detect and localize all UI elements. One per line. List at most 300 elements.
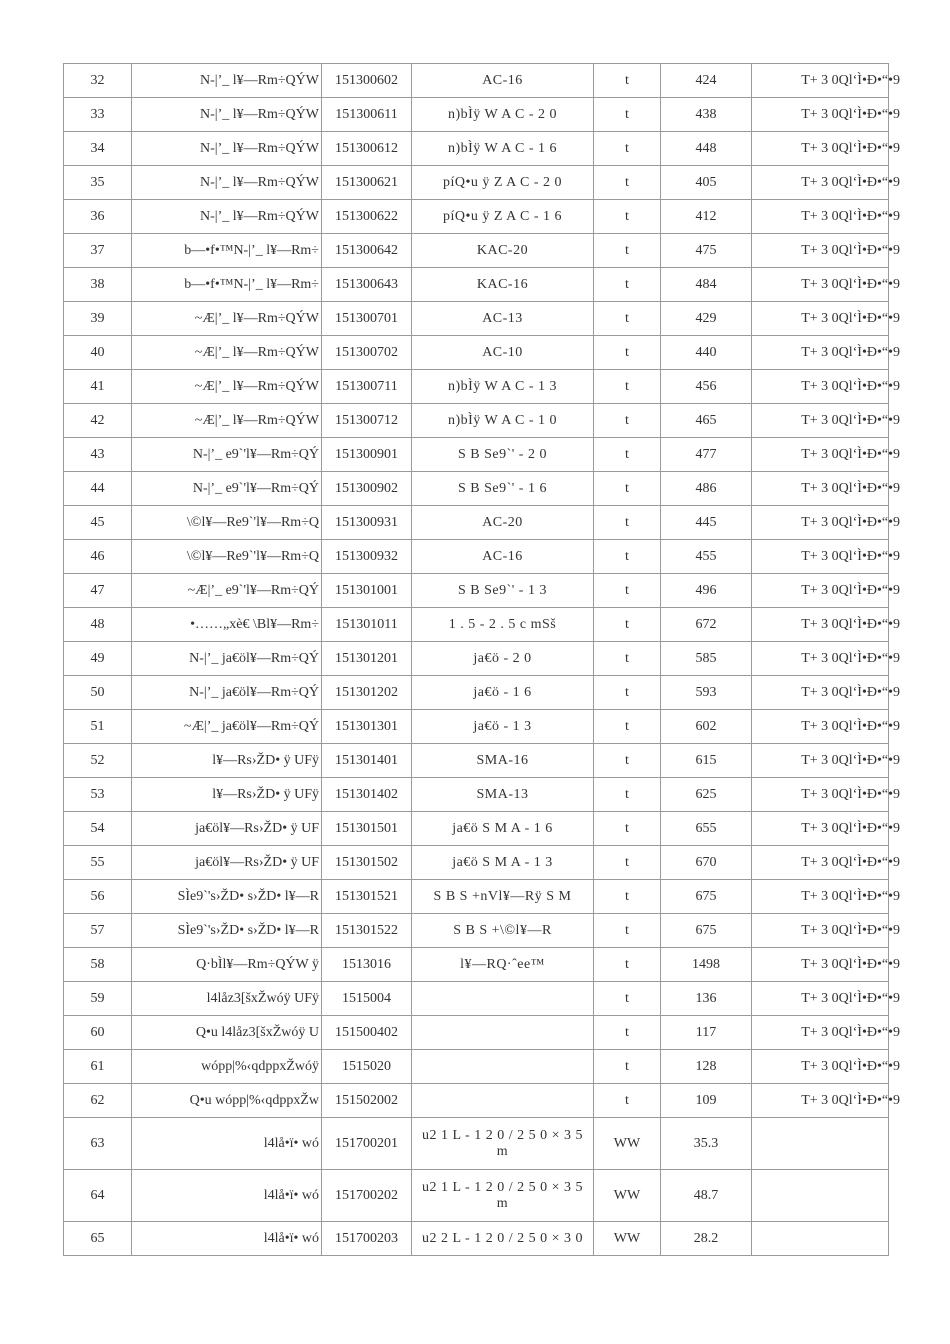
spec-cell: S B Se9`' - 2 0 [412, 438, 594, 472]
unit-cell: t [594, 268, 661, 302]
row-number-cell: 32 [64, 64, 132, 98]
price-cell: 429 [661, 302, 752, 336]
note-text: T+ 3 0Ql‘Ì•Ð•“•9 [801, 922, 900, 938]
row-number-cell: 64 [64, 1170, 132, 1222]
spec-cell: n)bÌÿ W A C - 1 0 [412, 404, 594, 438]
unit-cell: t [594, 404, 661, 438]
item-name-cell: l4låz3[šxŽwóÿ UFÿ [132, 982, 322, 1016]
spec-cell [412, 982, 594, 1016]
note-cell [752, 506, 900, 540]
row-number-cell: 40 [64, 336, 132, 370]
unit-cell: t [594, 64, 661, 98]
price-cell: 484 [661, 268, 752, 302]
table-row [64, 846, 889, 880]
note-text: T+ 3 0Ql‘Ì•Ð•“•9 [801, 820, 900, 836]
unit-cell: t [594, 744, 661, 778]
item-code-cell: 151500402 [322, 1016, 412, 1050]
note-text: T+ 3 0Ql‘Ì•Ð•“•9 [801, 548, 900, 564]
row-number-cell: 54 [64, 812, 132, 846]
table-row [64, 642, 889, 676]
item-code-cell: 151301201 [322, 642, 412, 676]
note-cell [752, 744, 900, 778]
spec-cell [412, 1050, 594, 1084]
item-code-cell: 151300901 [322, 438, 412, 472]
price-cell: 424 [661, 64, 752, 98]
item-name-cell: b—•f•™N-|’_ l¥—Rm÷ [132, 234, 322, 268]
row-number-cell: 63 [64, 1118, 132, 1170]
item-code-cell: 1513016 [322, 948, 412, 982]
note-text: T+ 3 0Ql‘Ì•Ð•“•9 [801, 752, 900, 768]
table-row [64, 948, 889, 982]
spec-cell [412, 1084, 594, 1118]
unit-cell: t [594, 370, 661, 404]
note-cell [752, 234, 900, 268]
unit-cell: t [594, 676, 661, 710]
item-code-cell: 151301522 [322, 914, 412, 948]
item-name-cell: \©l¥—Re9`'l¥—Rm÷Q [132, 506, 322, 540]
row-number-cell: 49 [64, 642, 132, 676]
table-row [64, 404, 889, 438]
item-name-cell: ~Æ|’_ l¥—Rm÷QÝW [132, 404, 322, 438]
item-name-cell: N-|’_ e9`'l¥—Rm÷QÝ [132, 472, 322, 506]
row-number-cell: 55 [64, 846, 132, 880]
table-row [64, 574, 889, 608]
item-name-cell: l¥—Rs›ŽD• ÿ UFÿ [132, 778, 322, 812]
row-number-cell: 35 [64, 166, 132, 200]
price-cell: 465 [661, 404, 752, 438]
item-code-cell: 151300701 [322, 302, 412, 336]
spec-cell: SMA-16 [412, 744, 594, 778]
note-cell [752, 846, 900, 880]
note-text: T+ 3 0Ql‘Ì•Ð•“•9 [801, 1058, 900, 1074]
item-code-cell: 151301202 [322, 676, 412, 710]
spec-cell: AC-16 [412, 64, 594, 98]
note-text: T+ 3 0Ql‘Ì•Ð•“•9 [801, 650, 900, 666]
row-number-cell: 47 [64, 574, 132, 608]
item-code-cell: 151300643 [322, 268, 412, 302]
table-row [64, 234, 889, 268]
row-number-cell: 41 [64, 370, 132, 404]
row-number-cell: 43 [64, 438, 132, 472]
note-cell [752, 676, 900, 710]
note-text: T+ 3 0Ql‘Ì•Ð•“•9 [801, 718, 900, 734]
price-cell: 109 [661, 1084, 752, 1118]
note-text: T+ 3 0Ql‘Ì•Ð•“•9 [801, 514, 900, 530]
note-text: T+ 3 0Ql‘Ì•Ð•“•9 [801, 786, 900, 802]
table-row [64, 880, 889, 914]
note-cell [752, 200, 900, 234]
table-row [64, 982, 889, 1016]
row-number-cell: 37 [64, 234, 132, 268]
item-name-cell: wópp|%‹qdppxŽwóÿ [132, 1050, 322, 1084]
row-number-cell: 42 [64, 404, 132, 438]
item-code-cell: 151301521 [322, 880, 412, 914]
item-name-cell: l4lå•ï• wó [132, 1222, 322, 1256]
spec-cell: u2 1 L - 1 2 0 / 2 5 0 × 3 5 m [412, 1118, 594, 1170]
spec-cell: S B Se9`' - 1 3 [412, 574, 594, 608]
row-number-cell: 36 [64, 200, 132, 234]
spec-cell: AC-20 [412, 506, 594, 540]
price-table [63, 63, 900, 1256]
table-row [64, 200, 889, 234]
note-cell [752, 1222, 889, 1256]
price-cell: 602 [661, 710, 752, 744]
item-code-cell: 151300712 [322, 404, 412, 438]
table-row [64, 744, 889, 778]
item-code-cell: 151301501 [322, 812, 412, 846]
price-cell: 615 [661, 744, 752, 778]
item-code-cell: 151300622 [322, 200, 412, 234]
table-row [64, 1222, 889, 1256]
note-text: T+ 3 0Ql‘Ì•Ð•“•9 [801, 480, 900, 496]
item-code-cell: 151301402 [322, 778, 412, 812]
note-cell [752, 1016, 900, 1050]
spec-cell: u2 2 L - 1 2 0 / 2 5 0 × 3 0 [412, 1222, 594, 1256]
item-name-cell: N-|’_ l¥—Rm÷QÝW [132, 64, 322, 98]
table-row [64, 98, 889, 132]
table-body [64, 64, 900, 1256]
note-text: T+ 3 0Ql‘Ì•Ð•“•9 [801, 888, 900, 904]
unit-cell: t [594, 438, 661, 472]
price-cell: 448 [661, 132, 752, 166]
unit-cell: t [594, 472, 661, 506]
item-code-cell: 151300931 [322, 506, 412, 540]
item-code-cell: 151700202 [322, 1170, 412, 1222]
price-cell: 455 [661, 540, 752, 574]
item-name-cell: ~Æ|’_ l¥—Rm÷QÝW [132, 370, 322, 404]
unit-cell: t [594, 982, 661, 1016]
item-name-cell: l4lå•ï• wó [132, 1170, 322, 1222]
item-code-cell: 151300621 [322, 166, 412, 200]
unit-cell: WW [594, 1118, 661, 1170]
price-cell: 128 [661, 1050, 752, 1084]
price-cell: 672 [661, 608, 752, 642]
table-row [64, 676, 889, 710]
unit-cell: t [594, 846, 661, 880]
item-name-cell: ~Æ|’_ l¥—Rm÷QÝW [132, 302, 322, 336]
price-cell: 675 [661, 880, 752, 914]
note-cell [752, 166, 900, 200]
spec-cell: n)bÌÿ W A C - 1 3 [412, 370, 594, 404]
note-text: T+ 3 0Ql‘Ì•Ð•“•9 [801, 242, 900, 258]
unit-cell: WW [594, 1170, 661, 1222]
item-code-cell: 151301301 [322, 710, 412, 744]
item-name-cell: ja€öl¥—Rs›ŽD• ÿ UF [132, 846, 322, 880]
item-code-cell: 151300642 [322, 234, 412, 268]
unit-cell: t [594, 234, 661, 268]
table-row [64, 302, 889, 336]
row-number-cell: 34 [64, 132, 132, 166]
unit-cell: t [594, 200, 661, 234]
row-number-cell: 65 [64, 1222, 132, 1256]
item-name-cell: b—•f•™N-|’_ l¥—Rm÷ [132, 268, 322, 302]
unit-cell: t [594, 98, 661, 132]
note-cell [752, 574, 900, 608]
note-cell [752, 268, 900, 302]
row-number-cell: 33 [64, 98, 132, 132]
item-code-cell: 151300702 [322, 336, 412, 370]
item-name-cell: N-|’_ ja€öl¥—Rm÷QÝ [132, 642, 322, 676]
price-cell: 477 [661, 438, 752, 472]
item-name-cell: N-|’_ ja€öl¥—Rm÷QÝ [132, 676, 322, 710]
item-code-cell: 151301001 [322, 574, 412, 608]
row-number-cell: 61 [64, 1050, 132, 1084]
table-row [64, 812, 889, 846]
item-code-cell: 151301011 [322, 608, 412, 642]
item-code-cell: 151700201 [322, 1118, 412, 1170]
unit-cell: t [594, 1084, 661, 1118]
unit-cell: t [594, 540, 661, 574]
note-text: T+ 3 0Ql‘Ì•Ð•“•9 [801, 174, 900, 190]
spec-cell: ja€ö - 1 6 [412, 676, 594, 710]
item-name-cell: Q•u l4låz3[šxŽwóÿ U [132, 1016, 322, 1050]
spec-cell: n)bÌÿ W A C - 1 6 [412, 132, 594, 166]
row-number-cell: 44 [64, 472, 132, 506]
unit-cell: t [594, 914, 661, 948]
table-row [64, 1050, 889, 1084]
note-text: T+ 3 0Ql‘Ì•Ð•“•9 [801, 72, 900, 88]
price-cell: 670 [661, 846, 752, 880]
note-text: T+ 3 0Ql‘Ì•Ð•“•9 [801, 344, 900, 360]
note-text: T+ 3 0Ql‘Ì•Ð•“•9 [801, 310, 900, 326]
unit-cell: t [594, 608, 661, 642]
table-row [64, 1118, 889, 1170]
unit-cell: t [594, 710, 661, 744]
row-number-cell: 38 [64, 268, 132, 302]
item-name-cell: SÌe9`'s›ŽD• s›ŽD• l¥—R [132, 880, 322, 914]
item-code-cell: 151300932 [322, 540, 412, 574]
note-text: T+ 3 0Ql‘Ì•Ð•“•9 [801, 1024, 900, 1040]
unit-cell: WW [594, 1222, 661, 1256]
item-name-cell: ~Æ|’_ ja€öl¥—Rm÷QÝ [132, 710, 322, 744]
price-cell: 585 [661, 642, 752, 676]
table-row [64, 166, 889, 200]
price-cell: 48.7 [661, 1170, 752, 1222]
note-cell [752, 336, 900, 370]
row-number-cell: 50 [64, 676, 132, 710]
item-name-cell: N-|’_ l¥—Rm÷QÝW [132, 200, 322, 234]
note-text: T+ 3 0Ql‘Ì•Ð•“•9 [801, 276, 900, 292]
note-cell [752, 132, 900, 166]
note-cell [752, 982, 900, 1016]
spec-cell: SMA-13 [412, 778, 594, 812]
price-cell: 456 [661, 370, 752, 404]
item-code-cell: 151300602 [322, 64, 412, 98]
table-row [64, 778, 889, 812]
price-cell: 28.2 [661, 1222, 752, 1256]
item-name-cell: ~Æ|’_ e9`'l¥—Rm÷QÝ [132, 574, 322, 608]
spec-cell: píQ•u ÿ Z A C - 1 6 [412, 200, 594, 234]
unit-cell: t [594, 132, 661, 166]
table-row [64, 710, 889, 744]
note-text: T+ 3 0Ql‘Ì•Ð•“•9 [801, 106, 900, 122]
item-code-cell: 151301401 [322, 744, 412, 778]
note-cell [752, 812, 900, 846]
table-row [64, 1170, 889, 1222]
note-text: T+ 3 0Ql‘Ì•Ð•“•9 [801, 1092, 900, 1108]
item-code-cell: 151300612 [322, 132, 412, 166]
table-row [64, 268, 889, 302]
spec-cell: KAC-20 [412, 234, 594, 268]
unit-cell: t [594, 1016, 661, 1050]
spec-cell [412, 1016, 594, 1050]
price-cell: 412 [661, 200, 752, 234]
spec-cell: KAC-16 [412, 268, 594, 302]
unit-cell: t [594, 574, 661, 608]
row-number-cell: 60 [64, 1016, 132, 1050]
row-number-cell: 51 [64, 710, 132, 744]
note-cell [752, 302, 900, 336]
row-number-cell: 52 [64, 744, 132, 778]
unit-cell: t [594, 302, 661, 336]
note-text: T+ 3 0Ql‘Ì•Ð•“•9 [801, 854, 900, 870]
table-row [64, 64, 889, 98]
unit-cell: t [594, 778, 661, 812]
note-cell [752, 1118, 889, 1170]
spec-cell: S B Se9`' - 1 6 [412, 472, 594, 506]
note-cell [752, 370, 900, 404]
spec-cell: S B S +nVl¥—Rÿ S M [412, 880, 594, 914]
item-name-cell: N-|’_ l¥—Rm÷QÝW [132, 98, 322, 132]
price-cell: 1498 [661, 948, 752, 982]
spec-cell: ja€ö - 1 3 [412, 710, 594, 744]
price-cell: 593 [661, 676, 752, 710]
row-number-cell: 59 [64, 982, 132, 1016]
table-row [64, 132, 889, 166]
item-code-cell: 151700203 [322, 1222, 412, 1256]
item-code-cell: 151301502 [322, 846, 412, 880]
table-row [64, 336, 889, 370]
row-number-cell: 62 [64, 1084, 132, 1118]
item-name-cell: Q·bÌl¥—Rm÷QÝW ÿ [132, 948, 322, 982]
spec-cell: ja€ö - 2 0 [412, 642, 594, 676]
row-number-cell: 57 [64, 914, 132, 948]
note-cell [752, 438, 900, 472]
spec-cell: S B S +\©l¥—R [412, 914, 594, 948]
table-row [64, 472, 889, 506]
item-name-cell: Q•u wópp|%‹qdppxŽw [132, 1084, 322, 1118]
item-code-cell: 1515004 [322, 982, 412, 1016]
note-cell [752, 608, 900, 642]
note-text: T+ 3 0Ql‘Ì•Ð•“•9 [801, 378, 900, 394]
note-cell [752, 710, 900, 744]
spec-cell: AC-16 [412, 540, 594, 574]
unit-cell: t [594, 166, 661, 200]
item-code-cell: 151300611 [322, 98, 412, 132]
unit-cell: t [594, 812, 661, 846]
note-cell [752, 64, 900, 98]
price-cell: 475 [661, 234, 752, 268]
price-cell: 136 [661, 982, 752, 1016]
note-cell [752, 472, 900, 506]
note-text: T+ 3 0Ql‘Ì•Ð•“•9 [801, 140, 900, 156]
note-text: T+ 3 0Ql‘Ì•Ð•“•9 [801, 684, 900, 700]
spec-cell: ja€ö S M A - 1 6 [412, 812, 594, 846]
item-name-cell: l4lå•ï• wó [132, 1118, 322, 1170]
item-name-cell: SÌe9`'s›ŽD• s›ŽD• l¥—R [132, 914, 322, 948]
item-name-cell: ja€öl¥—Rs›ŽD• ÿ UF [132, 812, 322, 846]
item-name-cell: N-|’_ l¥—Rm÷QÝW [132, 132, 322, 166]
price-cell: 405 [661, 166, 752, 200]
price-cell: 625 [661, 778, 752, 812]
spec-cell: 1 . 5 - 2 . 5 c mSš [412, 608, 594, 642]
note-text: T+ 3 0Ql‘Ì•Ð•“•9 [801, 956, 900, 972]
row-number-cell: 58 [64, 948, 132, 982]
item-name-cell: ~Æ|’_ l¥—Rm÷QÝW [132, 336, 322, 370]
note-cell [752, 540, 900, 574]
spec-cell: n)bÌÿ W A C - 2 0 [412, 98, 594, 132]
spec-cell: l¥—RQ·ˆee™ [412, 948, 594, 982]
row-number-cell: 46 [64, 540, 132, 574]
item-name-cell: N-|’_ l¥—Rm÷QÝW [132, 166, 322, 200]
unit-cell: t [594, 506, 661, 540]
unit-cell: t [594, 948, 661, 982]
item-code-cell: 151502002 [322, 1084, 412, 1118]
note-text: T+ 3 0Ql‘Ì•Ð•“•9 [801, 446, 900, 462]
note-text: T+ 3 0Ql‘Ì•Ð•“•9 [801, 616, 900, 632]
note-cell [752, 98, 900, 132]
note-cell [752, 880, 900, 914]
note-cell [752, 914, 900, 948]
unit-cell: t [594, 642, 661, 676]
note-text: T+ 3 0Ql‘Ì•Ð•“•9 [801, 412, 900, 428]
note-text: T+ 3 0Ql‘Ì•Ð•“•9 [801, 208, 900, 224]
item-name-cell: N-|’_ e9`'l¥—Rm÷QÝ [132, 438, 322, 472]
table-row [64, 370, 889, 404]
note-cell [752, 404, 900, 438]
price-cell: 445 [661, 506, 752, 540]
note-text: T+ 3 0Ql‘Ì•Ð•“•9 [801, 582, 900, 598]
row-number-cell: 53 [64, 778, 132, 812]
note-cell [752, 948, 900, 982]
price-cell: 440 [661, 336, 752, 370]
note-cell [752, 1050, 900, 1084]
table-row [64, 540, 889, 574]
item-code-cell: 151300711 [322, 370, 412, 404]
price-cell: 35.3 [661, 1118, 752, 1170]
table-row [64, 438, 889, 472]
spec-cell: píQ•u ÿ Z A C - 2 0 [412, 166, 594, 200]
note-cell [752, 1084, 900, 1118]
price-cell: 496 [661, 574, 752, 608]
note-text: T+ 3 0Ql‘Ì•Ð•“•9 [801, 990, 900, 1006]
item-name-cell: \©l¥—Re9`'l¥—Rm÷Q [132, 540, 322, 574]
note-cell [752, 1170, 889, 1222]
table-row [64, 608, 889, 642]
table-row [64, 506, 889, 540]
price-cell: 438 [661, 98, 752, 132]
price-cell: 675 [661, 914, 752, 948]
price-cell: 655 [661, 812, 752, 846]
row-number-cell: 45 [64, 506, 132, 540]
price-cell: 486 [661, 472, 752, 506]
table-row [64, 1016, 889, 1050]
item-code-cell: 151300902 [322, 472, 412, 506]
unit-cell: t [594, 1050, 661, 1084]
table-row [64, 914, 889, 948]
item-code-cell: 1515020 [322, 1050, 412, 1084]
item-name-cell: •……„xè€ \Bl¥—Rm÷ [132, 608, 322, 642]
note-cell [752, 642, 900, 676]
spec-cell: AC-10 [412, 336, 594, 370]
note-cell [752, 778, 900, 812]
unit-cell: t [594, 880, 661, 914]
spec-cell: ja€ö S M A - 1 3 [412, 846, 594, 880]
spec-cell: AC-13 [412, 302, 594, 336]
price-cell: 117 [661, 1016, 752, 1050]
row-number-cell: 56 [64, 880, 132, 914]
unit-cell: t [594, 336, 661, 370]
